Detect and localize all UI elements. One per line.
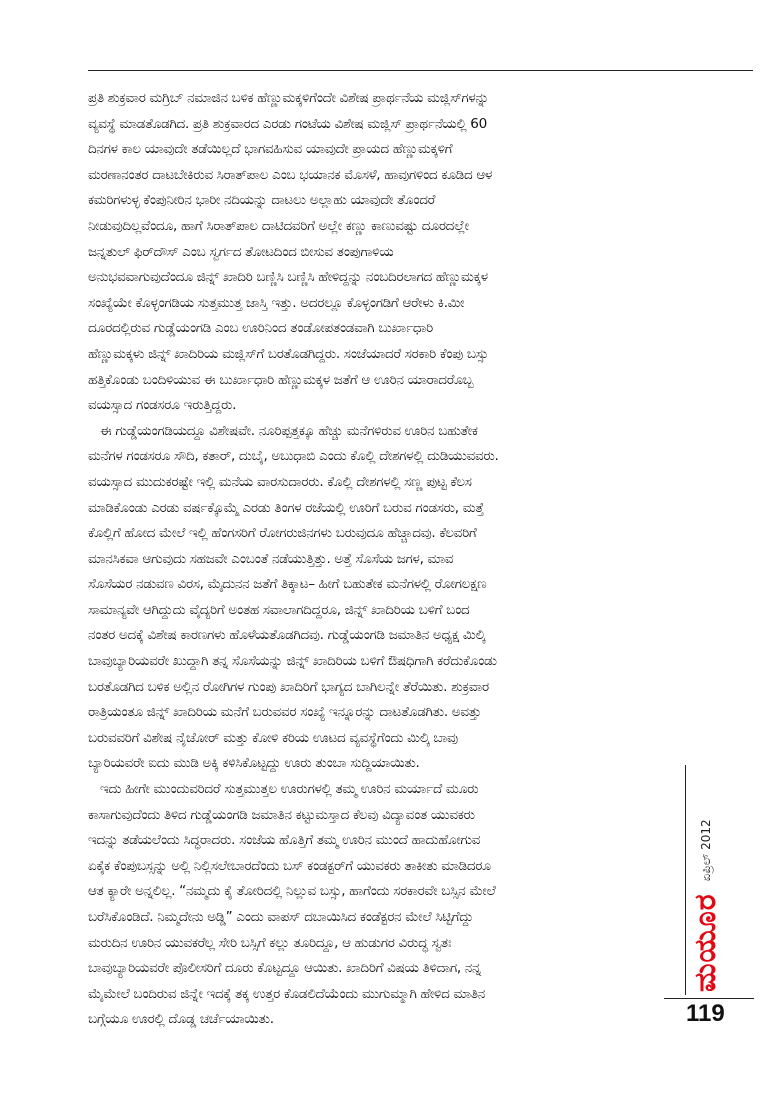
text-line: ಹತ್ತಿಕೊಂಡು ಬಂದಿಳಿಯುವ ಈ ಬುರ್ಖಾಧಾರಿ ಹೆಣ್ಣುಮಕ್ಕಳ ಜತೆಗೆ ಆ ಊರಿನ ಯಾರಾದರೊಬ್ಬ	[88, 371, 474, 388]
page-number: 119	[686, 1000, 725, 1027]
text-line: ಬ್ಯಾರಿಯವರೇ ಐದು ಮುಡಿ ಅಕ್ಕಿ ಕಳಿಸಿಕೊಟ್ಟದ್ದು ಊರು ತುಂಬಾ ಸುದ್ದಿಯಾಯಿತು.	[88, 755, 420, 772]
paragraph	[88, 86, 666, 419]
text-line: ದೂರದಲ್ಲಿರುವ ಗುಡ್ಡೆಯಂಗಡಿ ಎಂಬ ಊರಿನಿಂದ ತಂಡೋಪತಂಡವಾಗಿ ಬುರ್ಖಾಧಾರಿ	[88, 320, 433, 337]
text-line: ಬಗ್ಗೆಯೂ ಊರಲ್ಲಿ ದೊಡ್ಡ ಚರ್ಚೆಯಾಯಿತು.	[88, 1011, 274, 1028]
text-line: ಏಕೈಕ ಕೆಂಪುಬಸ್ಸನ್ನು ಅಲ್ಲಿ ನಿಲ್ಲಿಸಲೇಬಾರದೆಂದು ಬಸ್ ಕಂಡಕ್ಟರ್‌ಗೆ ಯುವಕರು ತಾಕೀತು ಮಾಡಿದರೂ	[88, 857, 491, 874]
text-line: ಬಾವುಬ್ಯಾರಿಯವರೇ ಪೊಲೀಸರಿಗೆ ದೂರು ಕೊಟ್ಟದ್ದೂ ಆಯಿತು. ಖಾದಿರಿಗೆ ವಿಷಯ ತಿಳಿದಾಗ, ನನ್ನ	[88, 960, 482, 977]
text-line: ಮಾಡಿಕೊಂಡು ಎರಡು ವರ್ಷಕ್ಕೊಮ್ಮೆ ಎರಡು ತಿಂಗಳ ರಜೆಯಲ್ಲಿ ಊರಿಗೆ ಬರುವ ಗಂಡಸರು, ಮತ್ತೆ	[88, 499, 484, 516]
text-line: ಮಾನಸಿಕವಾ ಆಗುವುದು ಸಹಜವೇ ಎಂಬಂತೆ ನಡೆಯುತ್ತಿತ್ತು. ಅತ್ತೆ ಸೊಸೆಯ ಜಗಳ, ಮಾವ	[88, 550, 454, 567]
text-line: ಸಾಮಾನ್ಯವೇ ಆಗಿದ್ದುದು ವೈದ್ಯರಿಗೆ ಅಂತಹ ಸವಾಲಾಗದಿದ್ದರೂ, ಜಿನ್ನ್ ಖಾದಿರಿಯ ಬಳಿಗೆ ಬಂದ	[88, 601, 470, 618]
text-line: ಸಂಖ್ಯೆಯೇ ಕೊಳ್ಳಂಗಡಿಯ ಸುತ್ತಮುತ್ತ ಜಾಸ್ತಿ ಇತ್ತು. ಅದರಲ್ಲೂ ಕೊಳ್ಳಂಗಡಿಗೆ ಆರೇಳು ಕಿ.ಮೀ	[88, 294, 465, 311]
text-line: ಹೆಣ್ಣುಮಕ್ಕಳು ಜಿನ್ನ್ ಖಾದಿರಿಯ ಮಜ್ಲಿಸ್‌ಗೆ ಬರತೊಡಗಿದ್ದರು. ಸಂಜೆಯಾದರೆ ಸರಕಾರಿ ಕೆಂಪು ಬಸ್ಸು	[88, 345, 489, 362]
text-line: ಮರುದಿನ ಊರಿನ ಯುವಕರೆಲ್ಲ ಸೇರಿ ಬಸ್ಸಿಗೆ ಕಲ್ಲು ತೂರಿದ್ದೂ, ಆ ಹುಡುಗರ ವಿರುದ್ಧ ಸ್ವತಃ	[88, 934, 452, 951]
text-line: ಕಮರಿಗಳುಳ್ಳ ಕೆಂಪುನೀರಿನ ಭಾರೀ ನದಿಯನ್ನು ದಾಟಲು ಅಲ್ಲಾಹು ಯಾವುದೇ ತೊಂದರೆ	[88, 192, 436, 209]
text-line: ಪ್ರತಿ ಶುಕ್ರವಾರ ಮಗ್ರಿಬ್ ನಮಾಜಿನ ಬಳಿಕ ಹೆಣ್ಣುಮಕ್ಕಳಿಗೆಂದೇ ವಿಶೇಷ ಪ್ರಾರ್ಥನೆಯ ಮಜ್ಲಿಸ್‌ಗಳನ್ನು	[88, 90, 489, 106]
article-body	[88, 86, 666, 1033]
text-line: ಬರುವವರಿಗೆ ವಿಶೇಷ ನೈಚೋರ್ ಮತ್ತು ಕೋಳಿ ಕರಿಯ ಊಟದ ವ್ಯವಸ್ಥೆಗೆಂದು ಮಿಲ್ಕಿ ಬಾವು	[88, 729, 458, 746]
issue-date: ಏಪ್ರಿಲ್ 2012	[699, 819, 713, 882]
footer-rule	[664, 998, 754, 999]
text-line: ಕೊಲ್ಲಿಗೆ ಹೋದ ಮೇಲೆ ಇಲ್ಲಿ ಹೆಂಗಸರಿಗೆ ರೋಗರುಜಿನಗಳು ಬರುವುದೂ ಹೆಚ್ಚಾದವು. ಕೆಲವರಿಗೆ	[88, 525, 477, 542]
magazine-info	[688, 770, 724, 992]
text-line: ಬರತೊಡಗಿದ ಬಳಿಕ ಅಲ್ಲಿನ ರೋಗಿಗಳ ಗುಂಪು ಖಾದಿರಿಗೆ ಭಾಗ್ಯದ ಬಾಗಿಲನ್ನೇ ತೆರೆಯಿತು. ಶುಕ್ರವಾರ	[88, 678, 489, 695]
text-line: ಈ ಗುಡ್ಡೆಯಂಗಡಿಯದ್ದೂ ವಿಶೇಷವೇ. ನೂರಿಪ್ಪತ್ತಕ್ಕೂ ಹೆಚ್ಚು ಮನೆಗಳಿರುವ ಊರಿನ ಬಹುತೇಕ	[100, 422, 478, 439]
text-line: ಇದು ಹೀಗೇ ಮುಂದುವರಿದರೆ ಸುತ್ತಮುತ್ತಲ ಊರುಗಳಲ್ಲಿ ತಮ್ಮ ಊರಿನ ಮರ್ಯಾದೆ ಮೂರು	[100, 781, 479, 798]
text-line: ಬಾವುಬ್ಯಾರಿಯವರೇ ಖುದ್ದಾಗಿ ತನ್ನ ಸೊಸೆಯನ್ನು ಜಿನ್ನ್ ಖಾದಿರಿಯ ಬಳಿಗೆ ಔಷಧಿಗಾಗಿ ಕರೆದುಕೊಂಡು	[88, 653, 497, 670]
text-line: ನಂತರ ಅದಕ್ಕೆ ವಿಶೇಷ ಕಾರಣಗಳು ಹೊಳೆಯತೊಡಗಿದವು. ಗುಡ್ಡೆಯಂಗಡಿ ಜಮಾತಿನ ಅಧ್ಯಕ್ಷ ಮಿಲ್ಕಿ	[88, 627, 486, 644]
text-line: ಜನ್ನತುಲ್ ಫಿರ್‌ದೌಸ್ ಎಂಬ ಸ್ವರ್ಗದ ತೋಟದಿಂದ ಬೀಸುವ ತಂಪುಗಾಳಿಯ	[88, 243, 394, 260]
paragraph	[88, 419, 666, 777]
text-line: ಮರಣಾನಂತರ ದಾಟಬೇಕಿರುವ ಸಿರಾತ್‌ಪಾಲ ಎಂಬ ಭಯಾನಕ ಮೊಸಳೆ, ಹಾವುಗಳಿಂದ ಕೂಡಿದ ಆಳ	[88, 166, 493, 183]
text-line: ವಯಸ್ಸಾದ ಮುದುಕರಷ್ಟೇ ಇಲ್ಲಿ ಮನೆಯ ವಾರಸುದಾರರು. ಕೊಲ್ಲಿ ದೇಶಗಳಲ್ಲಿ ಸಣ್ಣ ಪುಟ್ಟ ಕೆಲಸ	[88, 473, 472, 490]
text-line: ದಿನಗಳ ಕಾಲ ಯಾವುದೇ ತಡೆಯಿಲ್ಲದೆ ಭಾಗವಹಿಸುವ ಯಾವುದೇ ಪ್ರಾಯದ ಹೆಣ್ಣುಮಕ್ಕಳಿಗೆ	[88, 141, 453, 158]
text-line: ವ್ಯವಸ್ಥೆ ಮಾಡತೊಡಗಿದ. ಪ್ರತಿ ಶುಕ್ರವಾರದ ಎರಡು ಗಂಟೆಯ ವಿಶೇಷ ಮಜ್ಲಿಸ್ ಪ್ರಾರ್ಥನೆಯಲ್ಲಿ 60	[88, 115, 487, 132]
text-line: ಅನುಭವವಾಗುವುದೆಂದೂ ಜಿನ್ನ್ ಖಾದಿರಿ ಬಣ್ಣಿಸಿ ಬಣ್ಣಿಸಿ ಹೇಳಿದ್ದನ್ನು ನಂಬದಿರಲಾಗದ ಹೆಣ್ಣುಮಕ್ಕಳ	[88, 269, 488, 286]
sidebar-rule	[685, 765, 686, 995]
text-line: ಇದನ್ನು ತಡೆಯಲೆಂದು ಸಿದ್ಧರಾದರು. ಸಂಜೆಯ ಹೊತ್ತಿಗೆ ತಮ್ಮ ಊರಿನ ಮುಂದೆ ಹಾದುಹೋಗುವ	[88, 832, 481, 849]
text-line: ಮೈಮೇಲೆ ಬಂದಿರುವ ಜಿನ್ನೇ ಇದಕ್ಕೆ ತಕ್ಕ ಉತ್ತರ ಕೊಡಲಿದೆಯೆಂದು ಮುಗುಮ್ಮಾಗಿ ಹೇಳಿದ ಮಾತಿನ	[88, 985, 485, 1002]
text-line: ಸೊಸೆಯರ ನಡುವಣ ವಿರಸ, ಮೈದುನನ ಜತೆಗೆ ತಿಕ್ಕಾಟ– ಹೀಗೆ ಬಹುತೇಕ ಮನೆಗಳಲ್ಲಿ ರೋಗಲಕ್ಷಣ	[88, 576, 487, 593]
text-line: ರಾತ್ರಿಯಂತೂ ಜಿನ್ನ್ ಖಾದಿರಿಯ ಮನೆಗೆ ಬರುವವರ ಸಂಖ್ಯೆ ಇನ್ನೂರನ್ನು ದಾಟತೊಡಗಿತು. ಅವತ್ತು	[88, 704, 482, 721]
text-line: ಆತ ಕ್ಯಾರೇ ಅನ್ನಲಿಲ್ಲ. “ನಮ್ಮದು ಕೈ ತೋರಿದಲ್ಲಿ ನಿಲ್ಲುವ ಬಸ್ಸು, ಹಾಗೆಂದು ಸರಕಾರವೇ ಬಸ್ಸಿನ ಮೇಲೆ	[88, 883, 496, 900]
paragraph	[88, 777, 666, 1033]
text-line: ಮನೆಗಳ ಗಂಡಸರೂ ಸೌದಿ, ಕತಾರ್, ದುಬೈ, ಅಬುಧಾಬಿ ಎಂದು ಕೊಲ್ಲಿ ದೇಶಗಳಲ್ಲಿ ದುಡಿಯುವವರು.	[88, 448, 499, 465]
magazine-label	[688, 770, 724, 992]
top-rule	[88, 70, 753, 71]
text-line: ವಯಸ್ಸಾದ ಗಂಡಸರೂ ಇರುತ್ತಿದ್ದರು.	[88, 397, 237, 414]
text-line: ನೀಡುವುದಿಲ್ಲವೆಂದೂ, ಹಾಗೆ ಸಿರಾತ್‌ಪಾಲ ದಾಟಿದವರಿಗೆ ಅಲ್ಲೇ ಕಣ್ಣು ಕಾಣುವಷ್ಟು ದೂರದಲ್ಲೇ	[88, 217, 469, 234]
magazine-title: ಮಯೂರ	[688, 893, 723, 992]
text-line: ಕಾಸಾಗುವುದೆಂದು ತಿಳಿದ ಗುಡ್ಡೆಯಂಗಡಿ ಜಮಾತಿನ ಕಟ್ಟುಮಸ್ತಾದ ಕೆಲವು ವಿದ್ಯಾವಂತ ಯುವಕರು	[88, 806, 475, 823]
text-line: ಬರೆಸಿಕೊಂಡಿದೆ. ನಿಮ್ಮದೇನು ಅಡ್ಡಿ” ಎಂದು ವಾಪಸ್ ದಬಾಯಿಸಿದ ಕಂಡೆಕ್ಟರನ ಮೇಲೆ ಸಿಟ್ಟಿಗೆದ್ದು	[88, 909, 474, 925]
